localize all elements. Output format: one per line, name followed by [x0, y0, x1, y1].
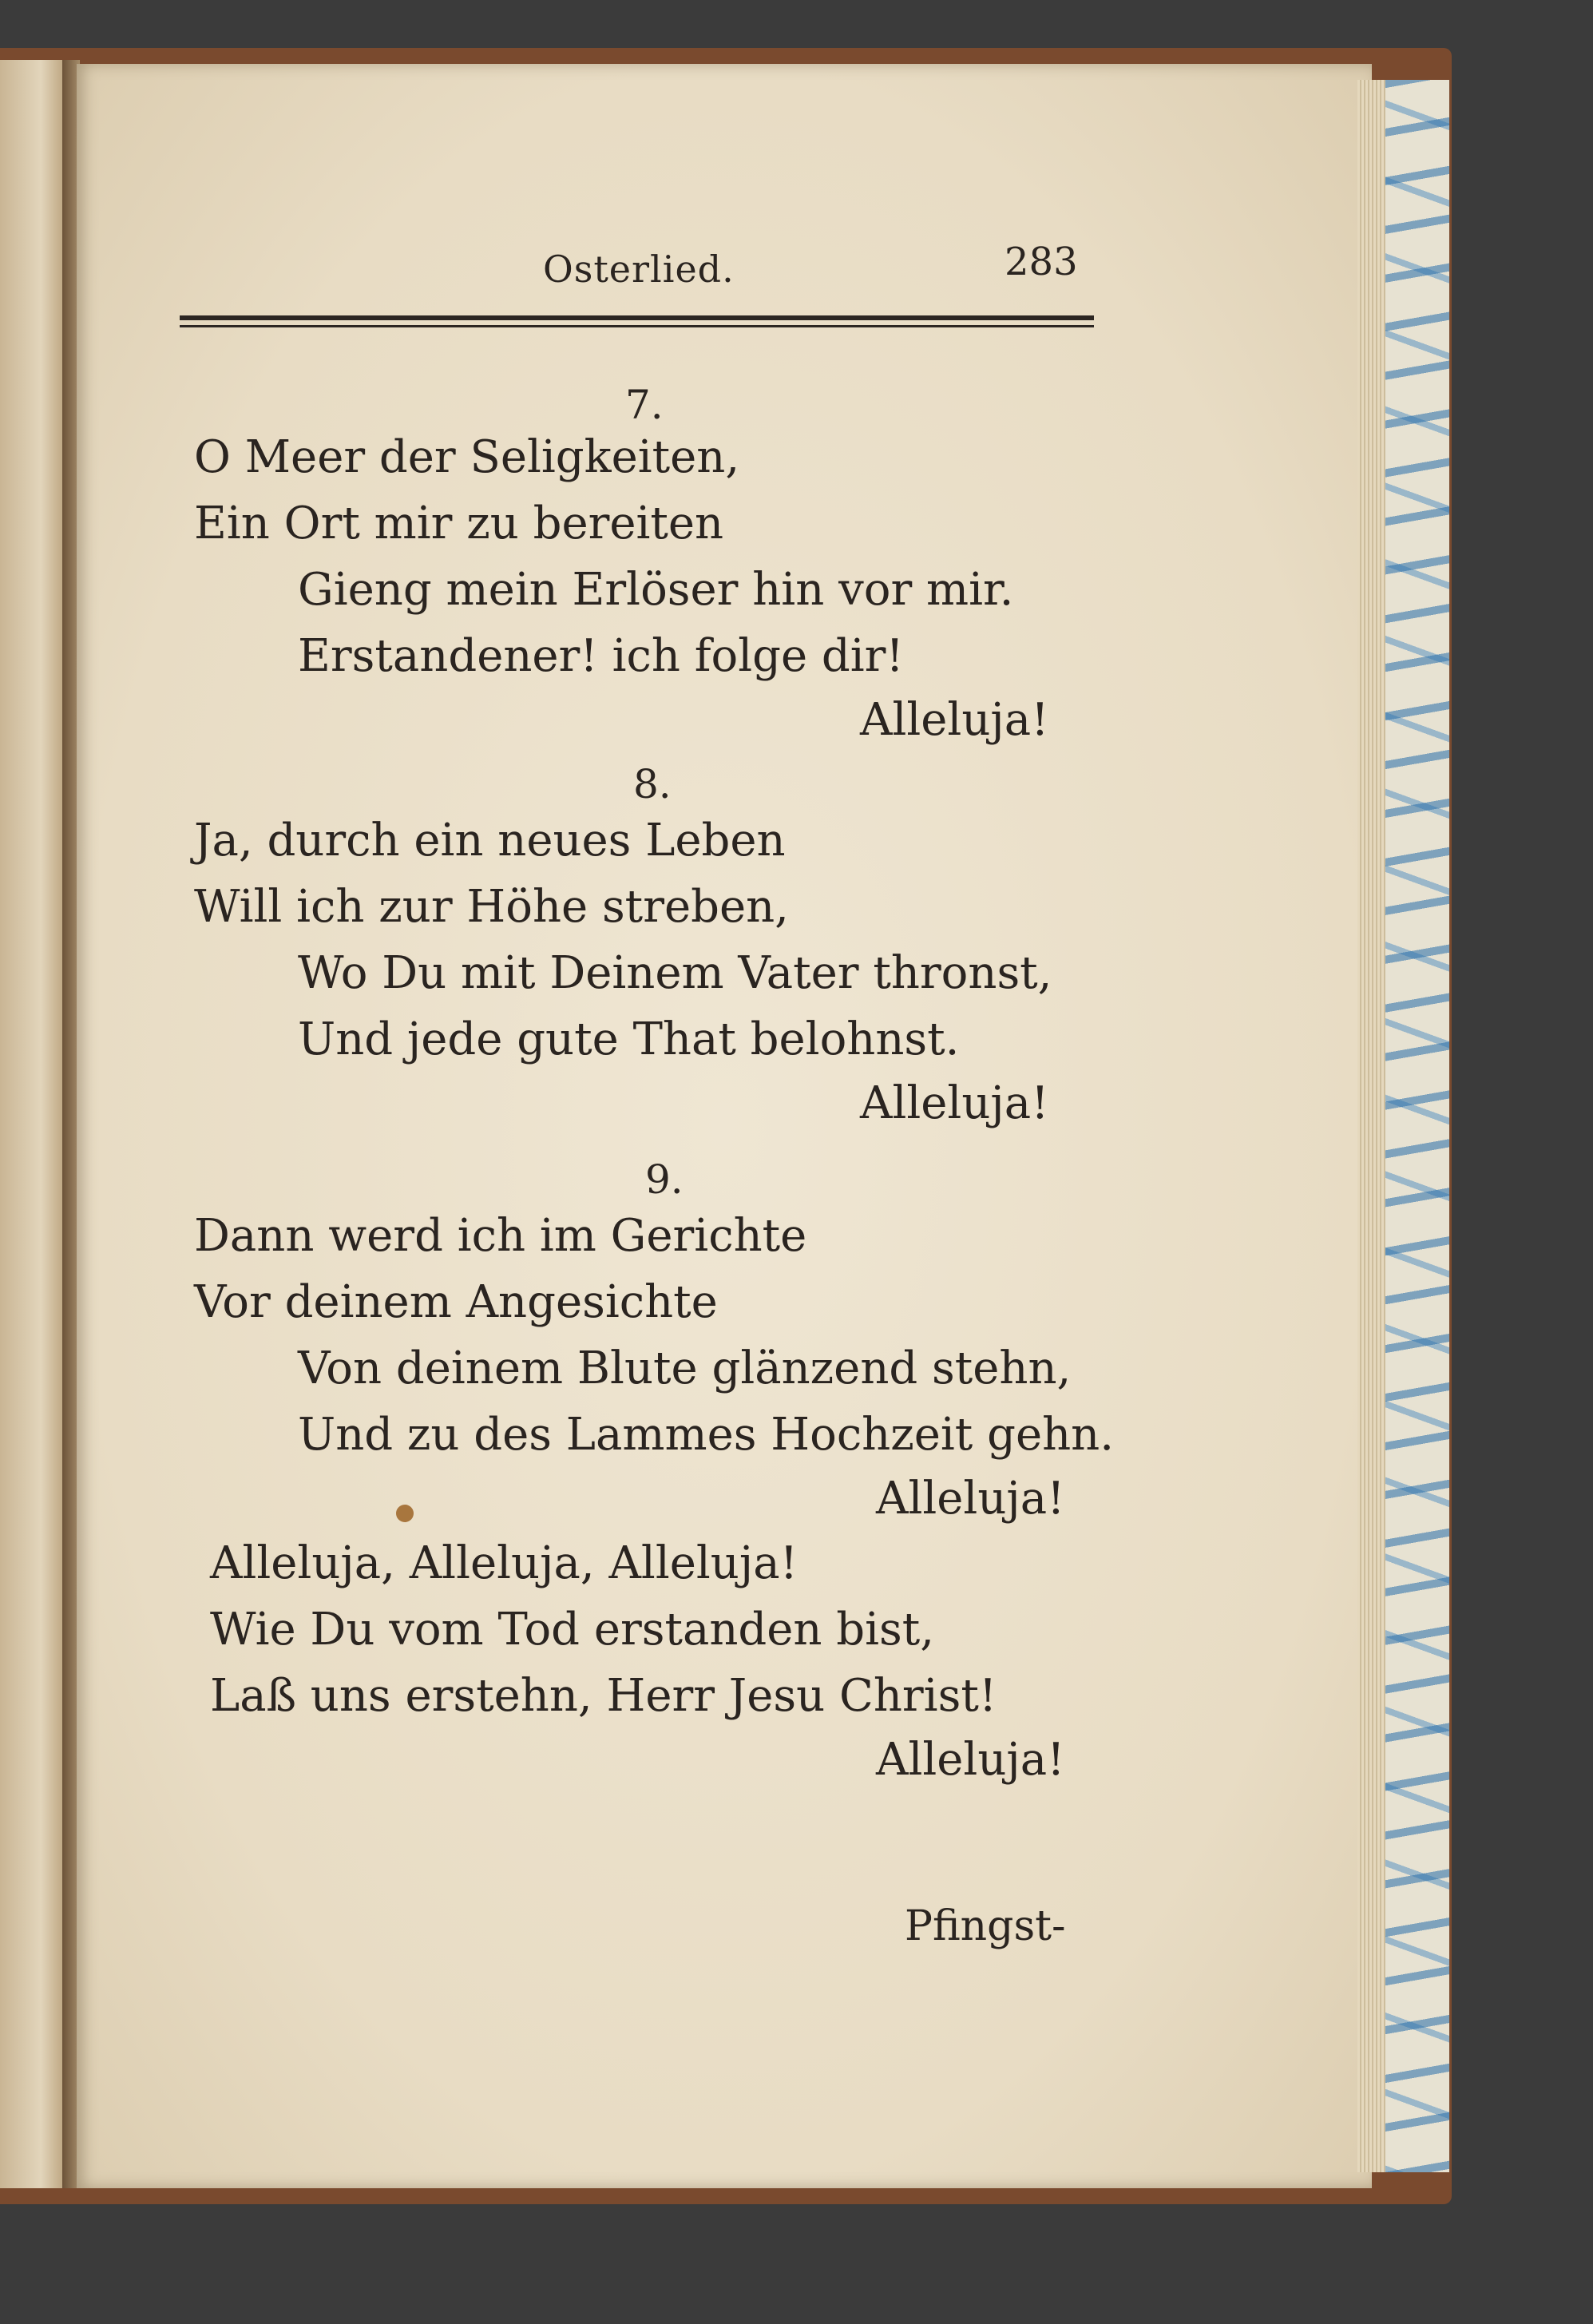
right-page — [77, 64, 1372, 2188]
header-rule-thin — [180, 325, 1094, 327]
refrain: Alleluja! — [876, 1734, 1065, 1786]
left-page-edge — [0, 60, 68, 2188]
verse-line: Vor deinem Angesichte — [194, 1276, 718, 1328]
verse-line: Dann werd ich im Gerichte — [194, 1210, 807, 1262]
verse-line: Ein Ort mir zu bereiten — [194, 498, 724, 549]
closing-line: Laß uns erstehn, Herr Jesu Christ! — [210, 1670, 997, 1722]
stanza-number: 7. — [625, 382, 664, 428]
closing-line: Wie Du vom Tod erstanden bist, — [210, 1604, 935, 1656]
verse-line: Von deinem Blute glänzend stehn, — [298, 1342, 1072, 1394]
ink-stain — [396, 1505, 414, 1522]
verse-line: Wo Du mit Deinem Vater thronst, — [298, 947, 1052, 999]
page-edges — [1357, 80, 1389, 2172]
verse-line: Und jede gute That belohnst. — [298, 1013, 960, 1065]
refrain: Alleluja! — [876, 1473, 1065, 1525]
catchword: Pfingst- — [905, 1902, 1066, 1950]
running-header-title: Osterlied. — [543, 248, 735, 291]
refrain: Alleluja! — [860, 1077, 1049, 1129]
stanza-number: 8. — [633, 761, 672, 807]
verse-line: Gieng mein Erlöser hin vor mir. — [298, 564, 1014, 616]
verse-line: Ja, durch ein neues Leben — [194, 815, 786, 867]
verse-line: Erstandener! ich folge dir! — [298, 630, 904, 682]
marbled-edge — [1385, 80, 1449, 2172]
page-number: 283 — [1005, 240, 1078, 284]
verse-line: O Meer der Seligkeiten, — [194, 431, 740, 483]
header-rule-thick — [180, 315, 1094, 320]
verse-line: Und zu des Lammes Hochzeit gehn. — [298, 1409, 1115, 1461]
refrain: Alleluja! — [860, 694, 1049, 746]
verse-line: Will ich zur Höhe streben, — [194, 881, 789, 933]
stanza-number: 9. — [645, 1156, 684, 1203]
closing-line: Alleluja, Alleluja, Alleluja! — [210, 1537, 798, 1589]
